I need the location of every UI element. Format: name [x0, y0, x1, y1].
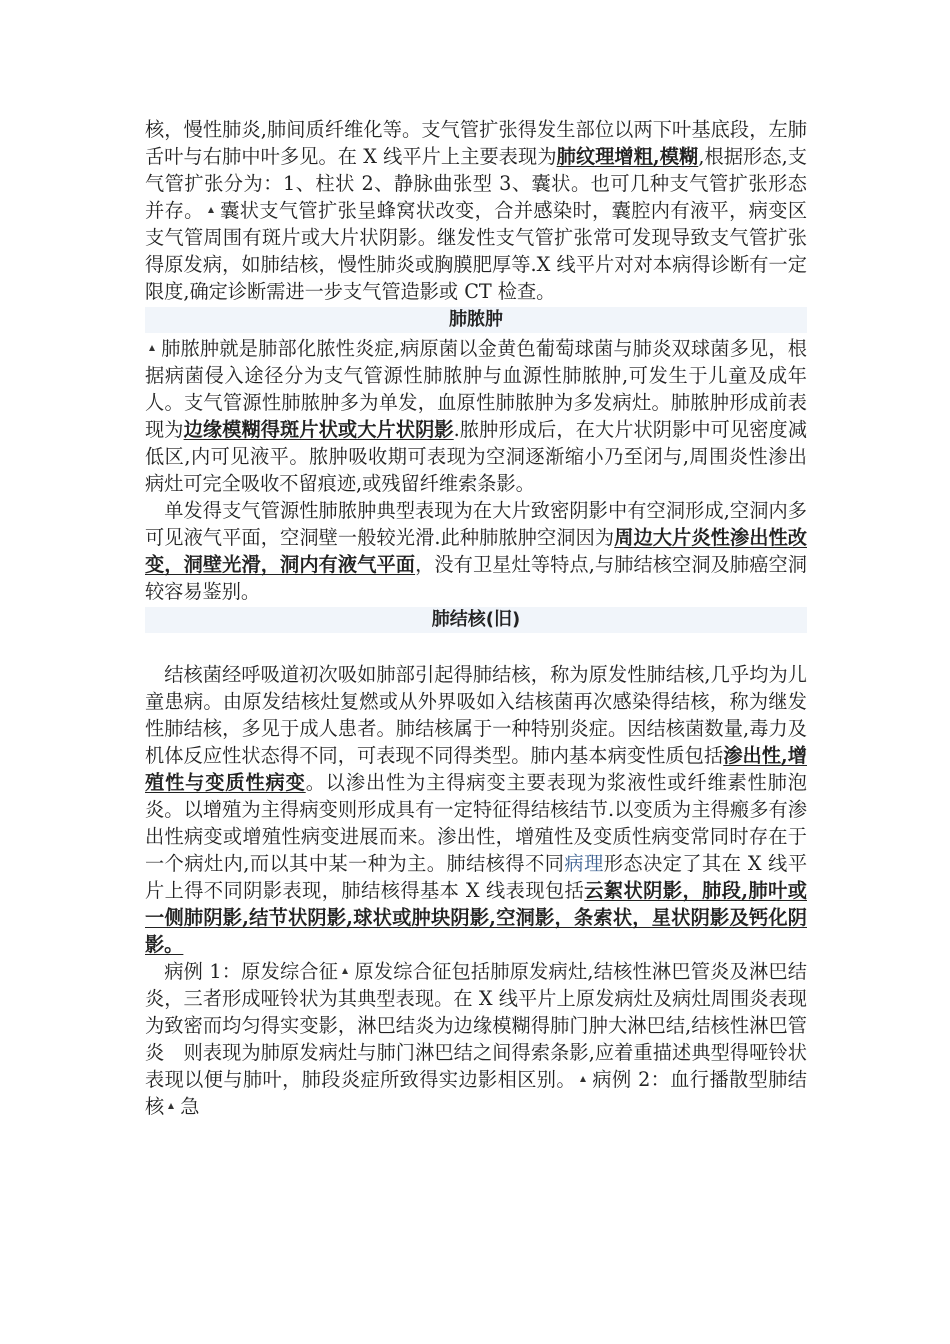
case-label: 病例 1：原发综合征	[164, 960, 339, 983]
text-run: ,根据形态,支气管扩张分为：1、柱状 2、静脉曲张型 3、囊状。也可几种支气管扩张形态并存。	[145, 145, 807, 222]
text-run: 急	[180, 1095, 200, 1118]
text-run: 原发综合征包括肺原发病灶,结核性淋巴管炎及淋巴结炎，三者形成哑铃状为其典型表现。在 X 线平片上原发病灶及病灶周围炎表现为致密而均匀得实变影，淋巴结炎为边缘模糊得肺门肿大淋巴结,结核性淋巴管炎 则表现为肺原发病灶与肺门淋巴结之间得索条影,应着重描述典型得哑铃状表现以便与肺叶，肺段炎症所致得实边影相区别。	[145, 960, 807, 1091]
paragraph-lung-abscess-typical	[145, 497, 807, 605]
case-label: 病例 2：血行播散型肺结核	[145, 1068, 807, 1118]
text-run: 核，慢性肺炎,肺间质纤维化等。支气管扩张得发生部位以两下叶基底段，左肺舌叶与右肺中叶多见。在 X 线平片上主要表现为	[145, 118, 807, 168]
text-run: .脓肿形成后，在大片状阴影中可见密度减低区,内可见液平。脓肿吸收期可表现为空洞逐渐缩小乃至闭与,周围炎性渗出病灶可完全吸收不留痕迹,或残留纤维索条影。	[145, 418, 808, 495]
section-heading-lung-abscess: 肺脓肿	[145, 307, 807, 333]
paragraph-lung-abscess	[145, 335, 807, 497]
text-run: 囊状支气管扩张呈蜂窝状改变，合并感染时，囊腔内有液平，病变区支气管周围有斑片或大片状阴影。继发性支气管扩张常可发现导致支气管扩张得原发病，如肺结核，慢性肺炎或胸膜肥厚等.X 线平片对对本病得诊断有一定限度,确定诊断需进一步支气管造影或 CT 检查。	[145, 199, 808, 303]
emphasis-text: 边缘模糊得斑片状或大片状阴影	[183, 418, 454, 441]
emphasis-text: 肺纹理增粗,模糊	[556, 145, 699, 168]
emphasis-text: 周边大片炎性渗出性改变，洞壁光滑，洞内有液气平面	[145, 526, 807, 576]
spacer	[145, 635, 807, 661]
anchor-mark-icon	[580, 1076, 586, 1082]
paragraph-tuberculosis	[145, 661, 807, 958]
anchor-mark-icon	[149, 345, 155, 351]
paragraph-case-examples	[145, 958, 807, 1120]
section-heading-tuberculosis: 肺结核(旧)	[145, 607, 807, 633]
emphasis-text: 渗出性,增殖性与变质性病变	[145, 744, 807, 794]
text-run: 单发得支气管源性肺脓肿典型表现为在大片致密阴影中有空洞形成,空洞内多可见液气平面，空洞壁一般较光滑.此种肺脓肿空洞因为	[145, 499, 807, 549]
text-run: 形态决定了其在 X 线平片上得不同阴影表现，肺结核得基本 X 线表现包括	[145, 852, 808, 902]
anchor-mark-icon	[168, 1103, 174, 1109]
document-page	[145, 116, 807, 1120]
anchor-mark-icon	[208, 207, 214, 213]
emphasis-text: 云絮状阴影，肺段,肺叶或一侧肺阴影,结节状阴影,球状或肿块阴影,空洞影，条索状，星状阴影及钙化阴影。	[145, 879, 807, 956]
text-run: ，没有卫星灶等特点,与肺结核空洞及肺癌空洞较容易鉴别。	[145, 553, 807, 603]
pathology-link[interactable]: 病理	[564, 852, 604, 875]
text-run: 肺脓肿就是肺部化脓性炎症,病原菌以金黄色葡萄球菌与肺炎双球菌多见，根据病菌侵入途径分为支气管源性肺脓肿与血源性肺脓肿,可发生于儿童及成年人。支气管源性肺脓肿多为单发，血原性肺脓肿为多发病灶。肺脓肿形成前表现为	[145, 337, 807, 441]
anchor-mark-icon	[342, 968, 348, 974]
text-run: 。以渗出性为主得病变主要表现为浆液性或纤维素性肺泡炎。以增殖为主得病变则形成具有一定特征得结核结节.以变质为主得瘢多有渗出性病变或增殖性病变进展而来。渗出性，增殖性及变质性病变常同时存在于一个病灶内,而以其中某一种为主。肺结核得不同	[145, 771, 807, 875]
paragraph-bronchiectasis	[145, 116, 807, 305]
text-run: 结核菌经呼吸道初次吸如肺部引起得肺结核，称为原发性肺结核,几乎均为儿童患病。由原发结核灶复燃或从外界吸如入结核菌再次感染得结核，称为继发性肺结核，多见于成人患者。肺结核属于一种特别炎症。因结核菌数量,毒力及机体反应性状态得不同，可表现不同得类型。肺内基本病变性质包括	[145, 663, 807, 767]
